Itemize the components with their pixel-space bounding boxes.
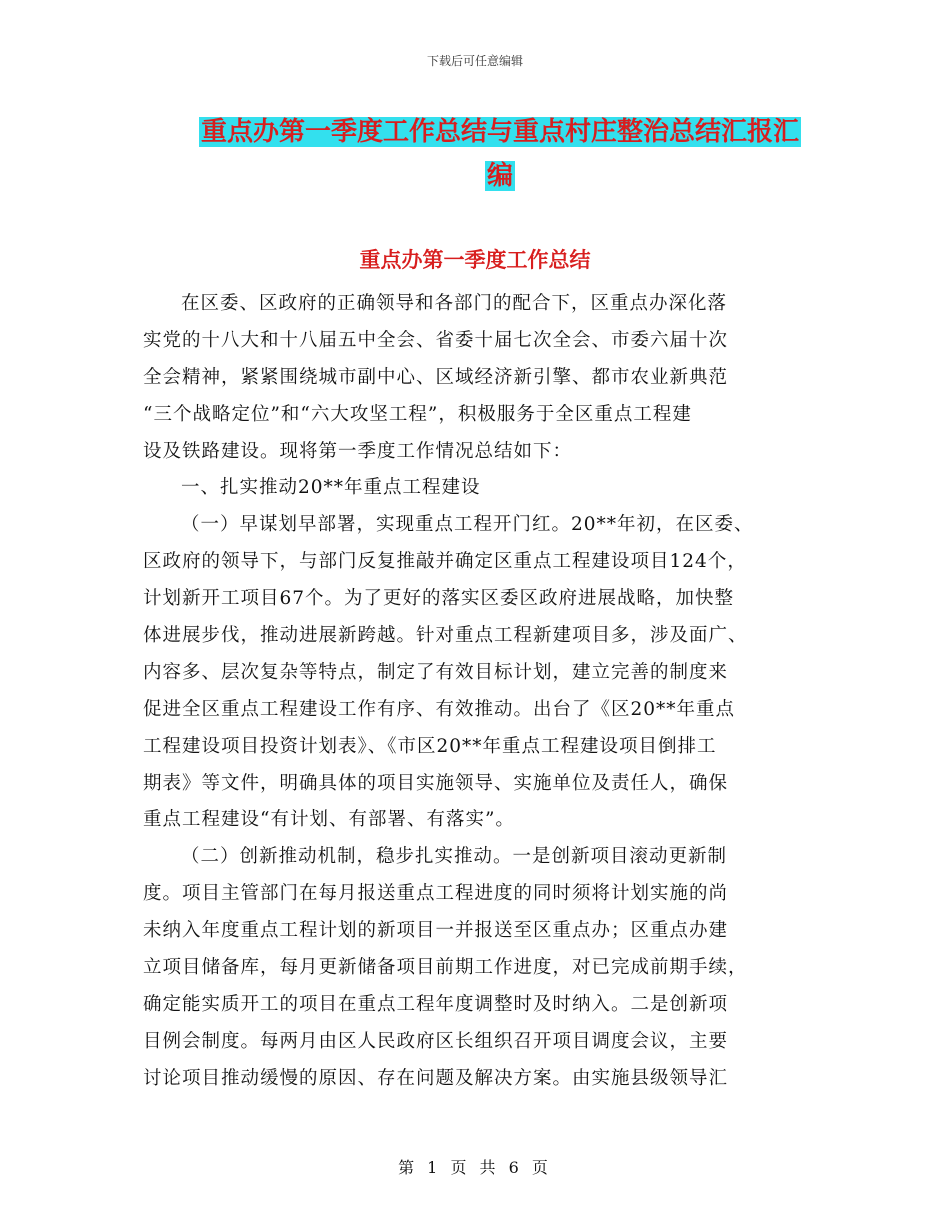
section-heading-1: 一、扎实推动20**年重点工程建设 <box>181 477 481 499</box>
body-line: 目例会制度。每两月由区人民政府区长组织召开项目调度会议，主要 <box>143 1030 729 1052</box>
body-line: （一）早谋划早部署，实现重点工程开门红。20**年初，在区委、 <box>181 514 754 536</box>
body-line: 未纳入年度重点工程计划的新项目一并报送至区重点办；区重点办建 <box>143 920 729 942</box>
body-line: 内容多、层次复杂等特点，制定了有效目标计划，建立完善的制度来 <box>143 661 729 683</box>
document-title-line-2 <box>190 154 810 198</box>
body-line: 区政府的领导下，与部门反复推敲并确定区重点工程建设项目124个， <box>143 551 747 573</box>
body-line: 设及铁路建设。现将第一季度工作情况总结如下： <box>143 440 573 462</box>
body-line: 期表》等文件，明确具体的项目实施领导、实施单位及责任人，确保 <box>143 772 729 794</box>
body-line: 工程建设项目投资计划表》、《市区20**年重点工程建设项目倒排工 <box>143 735 717 757</box>
document-title-line-1 <box>190 110 810 154</box>
body-line: （二）创新推动机制，稳步扎实推动。一是创新项目滚动更新制 <box>181 846 728 868</box>
body-line: 讨论项目推动缓慢的原因、存在问题及解决方案。由实施县级领导汇 <box>143 1067 729 1089</box>
body-text <box>143 286 811 1098</box>
body-line: 促进全区重点工程建设工作有序、有效推动。出台了《区20**年重点 <box>143 698 736 720</box>
section-title: 重点办第一季度工作总结 <box>359 248 591 272</box>
body-line: “三个战略定位”和“六大攻坚工程”，积极服务于全区重点工程建 <box>143 403 692 425</box>
body-line: 计划新开工项目67个。为了更好的落实区委区政府进展战略，加快整 <box>143 588 735 610</box>
body-line: 度。项目主管部门在每月报送重点工程进度的同时须将计划实施的尚 <box>143 883 729 905</box>
body-line: 立项目储备库，每月更新储备项目前期工作进度，对已完成前期手续， <box>143 957 748 979</box>
page-number-footer: 第 1 页 共 6 页 <box>398 1158 552 1177</box>
title-highlight-2: 编 <box>486 161 513 191</box>
title-highlight-1: 重点办第一季度工作总结与重点村庄整治总结汇报汇 <box>200 117 799 147</box>
body-line: 在区委、区政府的正确领导和各部门的配合下，区重点办深化落 <box>181 293 728 314</box>
header-note: 下载后可任意编辑 <box>426 54 523 68</box>
body-line: 确定能实质开工的项目在重点工程年度调整时及时纳入。二是创新项 <box>143 993 729 1015</box>
body-line: 实党的十八大和十八届五中全会、省委十届七次全会、市委六届十次 <box>143 329 729 351</box>
body-line: 全会精神，紧紧围绕城市副中心、区域经济新引擎、都市农业新典范 <box>143 366 729 388</box>
body-line: 体进展步伐，推动进展新跨越。针对重点工程新建项目多，涉及面广、 <box>143 625 748 647</box>
body-line: 重点工程建设“有计划、有部署、有落实”。 <box>143 809 515 831</box>
